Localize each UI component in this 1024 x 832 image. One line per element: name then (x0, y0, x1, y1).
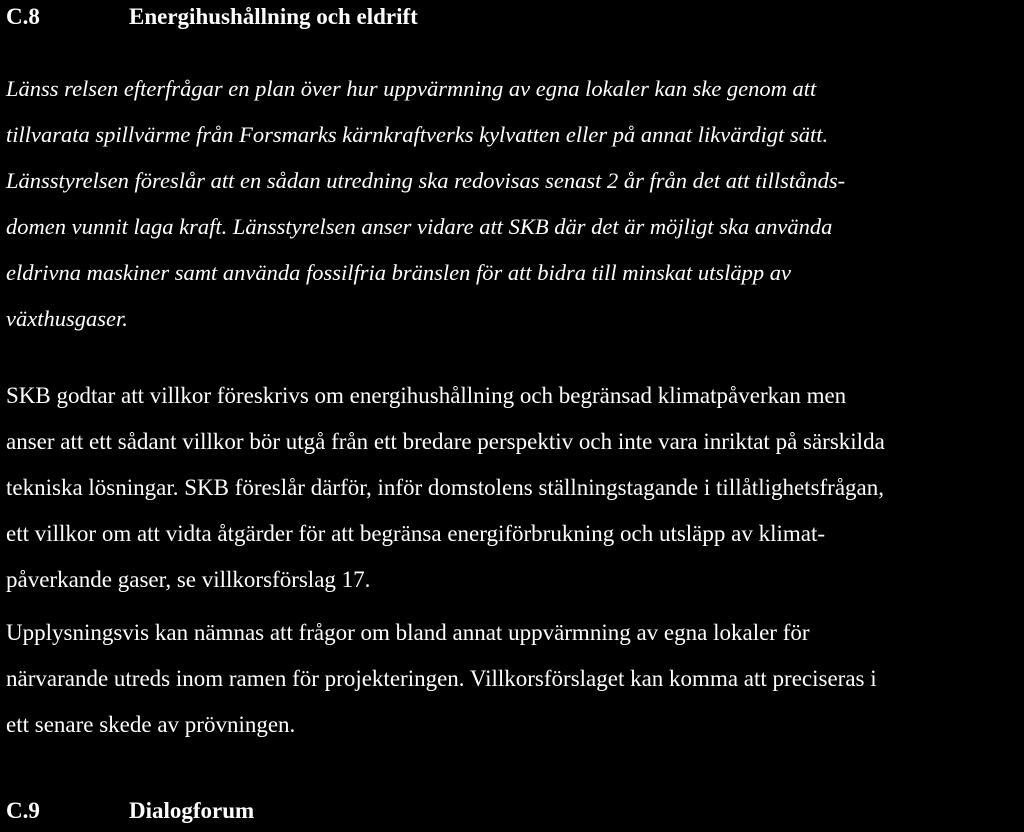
text-line: ett villkor om att vidta åtgärder för att begränsa energiförbrukning och utsläpp av klimat- (6, 521, 826, 546)
text-line: Länsstyrelsen föreslår att en sådan utredning ska redovisas senast 2 år från det att tillstånds- (6, 168, 846, 193)
text-line: påverkande gaser, se villkorsförslag 17. (6, 567, 371, 592)
section-number: C.9 (6, 798, 40, 823)
section-number: C.8 (6, 4, 40, 29)
text-line: närvarande utreds inom ramen för projekteringen. Villkorsförslaget kan komma att preciseras i (6, 666, 877, 691)
text-line: ett senare skede av prövningen. (6, 712, 296, 737)
text-line: eldrivna maskiner samt använda fossilfria bränslen för att bidra till minskat utsläpp av (6, 260, 791, 285)
text-line: tekniska lösningar. SKB föreslår därför, inför domstolens ställningstagande i tillåtlighetsfrågan, (6, 475, 885, 500)
paragraph-skb-response (6, 373, 1022, 603)
text-line: Upplysningsvis kan nämnas att frågor om bland annat uppvärmning av egna lokaler för (6, 620, 810, 645)
text-line: växthusgaser. (6, 306, 128, 331)
text-line: SKB godtar att villkor föreskrivs om energihushållning och begränsad klimatpåverkan men (6, 383, 847, 408)
text-line: domen vunnit laga kraft. Länsstyrelsen anser vidare att SKB där det är möjligt ska använda (6, 214, 833, 239)
text-line: tillvarata spillvärme från Forsmarks kärnkraftverks kylvatten eller på annat likvärdigt sätt. (6, 122, 829, 147)
text-line: Länss relsen efterfrågar en plan över hur uppvärmning av egna lokaler kan ske genom att (6, 76, 817, 101)
section-title: Energihushållning och eldrift (129, 4, 418, 29)
section-title: Dialogforum (129, 798, 255, 823)
section-heading-c9 (6, 796, 254, 826)
paragraph-additional-info (6, 610, 1022, 748)
section-heading-c8 (6, 2, 418, 32)
text-line: anser att ett sådant villkor bör utgå från ett bredare perspektiv och inte vara inriktat på särskilda (6, 429, 885, 454)
paragraph-lansstyrelsen-request (6, 66, 1022, 342)
